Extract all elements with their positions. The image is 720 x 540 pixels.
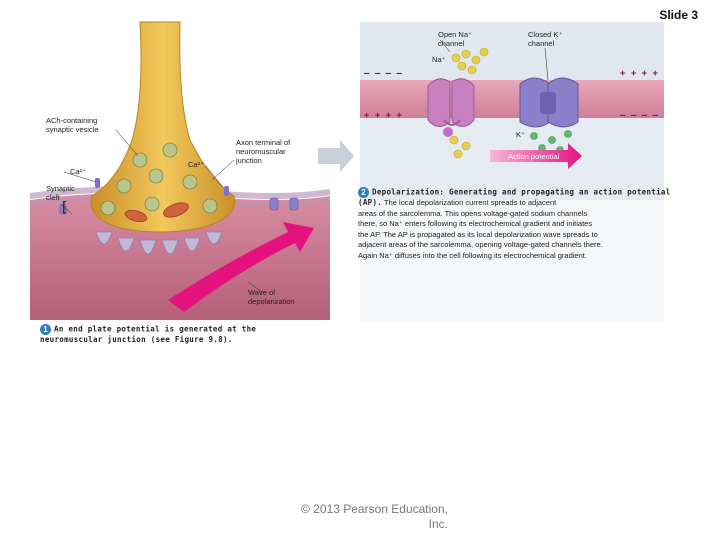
step-1-badge: 1: [40, 324, 51, 335]
membrane-negative-top: – – – –: [364, 69, 402, 79]
sarcolemma-closeup-panel: [360, 22, 664, 322]
ca-ion-label-mid: Ca²⁺: [188, 160, 205, 169]
transition-arrow: [318, 140, 354, 172]
membrane-positive-top: + + + +: [620, 69, 658, 79]
step-2-line-1: The local depolarization current spreads to adjacent: [384, 198, 557, 207]
ach-vesicle-label: ACh-containing synaptic vesicle: [46, 116, 99, 134]
axon-terminal-label: Axon terminal of neuromuscular junction: [236, 138, 291, 165]
na-entering-ion: [443, 127, 453, 137]
step-2-line-4: the AP. The AP is propagated as its local depolarization wave spreads to: [358, 229, 598, 239]
step-2-line-2: areas of the sarcolemma. This opens voltage-gated sodium channels: [358, 208, 588, 218]
step-1-line-1: An end plate potential is generated at the: [54, 324, 257, 334]
na-ion-label: Na⁺: [432, 55, 446, 64]
step-2-description: [358, 187, 678, 261]
step-1-description: [40, 324, 320, 346]
step-2-line-6: Again Na⁺ diffuses into the cell following its electrochemical gradient.: [358, 250, 587, 260]
step-2-badge: 2: [358, 187, 369, 198]
closed-k-channel-label: Closed K⁺ channel: [528, 30, 563, 48]
k-ion-label: K⁺: [516, 130, 525, 139]
slide-number: Slide 3: [659, 8, 698, 22]
membrane-positive-bottom: + + + +: [364, 111, 402, 121]
svg-text:[: [: [60, 200, 69, 216]
synaptic-cleft-label: Synaptic cleft: [46, 184, 75, 202]
membrane-negative-bottom: – – – –: [620, 111, 658, 121]
action-potential-label: Action potential: [508, 152, 560, 161]
step-1-line-2: neuromuscular junction (see Figure 9.8).: [40, 335, 233, 344]
sarcolemma-membrane: [360, 80, 664, 118]
wave-of-depolarization-label: Wave of depolarization: [248, 288, 295, 306]
ca-ion-label-left: Ca²⁺: [70, 167, 87, 176]
open-na-channel-label: Open Na⁺ channel: [438, 30, 472, 48]
copyright-notice: © 2013 Pearson Education, Inc.: [301, 502, 448, 531]
step-2-title: Depolarization: Generating and propagating an action potential (AP).: [358, 187, 671, 207]
step-2-line-5: adjacent areas of the sarcolemma, opening voltage-gated channels there.: [358, 240, 603, 249]
step-2-line-3: there, so Na⁺ enters following its electrochemical gradient and initiates: [358, 219, 593, 228]
closed-k-channel: [520, 78, 578, 127]
